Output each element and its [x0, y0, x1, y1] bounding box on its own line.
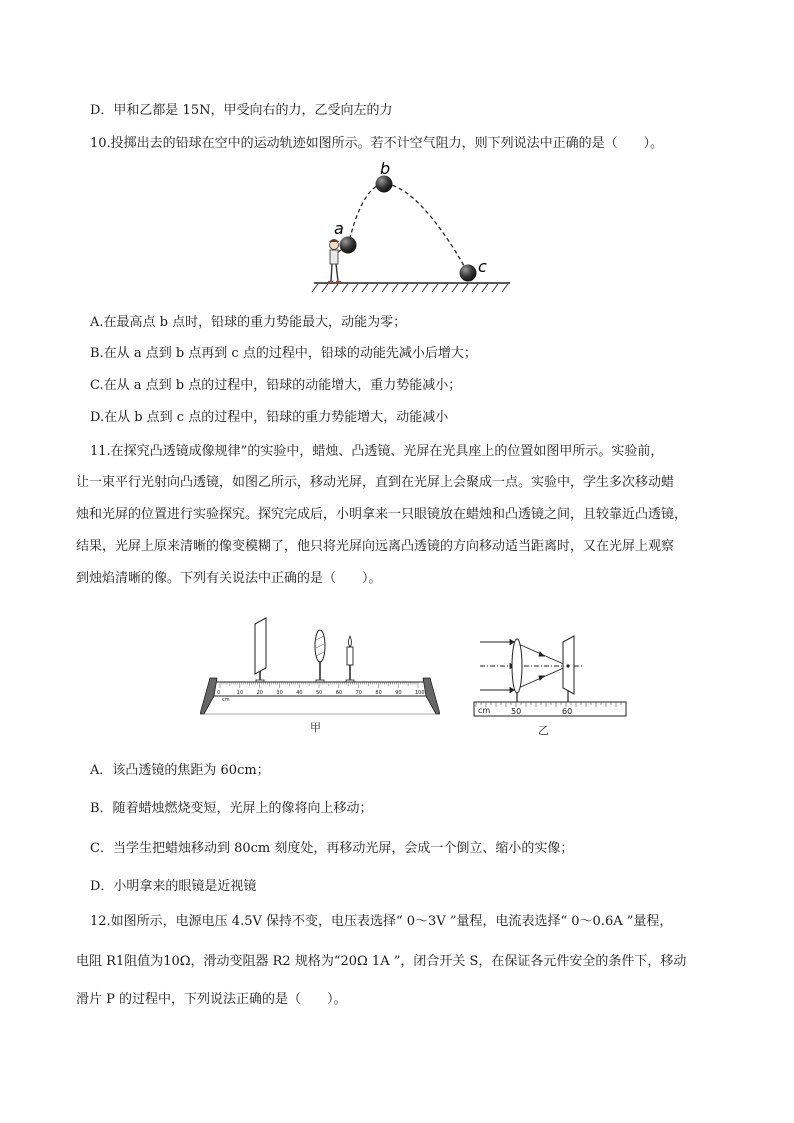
focus-point — [566, 664, 569, 667]
q11-option-a: A．该凸透镜的焦距为 60cm； — [90, 763, 270, 778]
label-b: b — [380, 162, 391, 178]
q10-option-d: D.在从 b 点到 c 点的过程中，铅球的重力势能增大，动能减小 — [90, 410, 449, 425]
q11-option-b: B．随着蜡烛燃烧变短，光屏上的像将向上移动； — [90, 801, 373, 816]
q10-option-a: A.在最高点 b 点时，铅球的重力势能最大，动能为零； — [90, 315, 407, 330]
bench-tick-label: 60 — [335, 690, 343, 696]
ruler-label-50: 50 — [511, 707, 522, 716]
bench-tick-label: 30 — [276, 690, 283, 696]
q12-stem-line-3: 滑片 P 的过程中，下列说法正确的是（ ）。 — [76, 992, 347, 1007]
optical-bench-figure-jia — [200, 616, 440, 736]
caption-jia: 甲 — [310, 721, 321, 734]
q11-option-c: C．当学生把蜡烛移动到 80cm 刻度处，再移动光屏，会成一个倒立、缩小的实像； — [90, 841, 574, 856]
q9-option-d: D．甲和乙都是 15N，甲受向右的力，乙受向左的力 — [90, 103, 393, 118]
caption-yi: 乙 — [538, 724, 549, 737]
ball-a — [340, 237, 357, 254]
ball-b — [376, 176, 393, 193]
q10-stem: 10.投掷出去的铅球在空中的运动轨迹如图所示。若不计空气阻力，则下列说法中正确的是（ ）。 — [90, 136, 664, 151]
bench-tick-label: 50 — [316, 690, 323, 696]
q11-option-d: D．小明拿来的眼镜是近视镜 — [90, 879, 257, 894]
q10-option-b: B.在从 a 点到 b 点再到 c 点的过程中，铅球的动能先减小后增大； — [90, 346, 477, 361]
q12-stem-line-1: 12.如图所示，电源电压 4.5V 保持不变，电压表选择“ 0～3V ”量程，电流表选择“ 0～0.6A ”量程， — [90, 914, 673, 929]
ruler — [474, 702, 626, 716]
bench-tick-label: 40 — [296, 690, 303, 696]
bench-tick-label: 20 — [256, 690, 263, 696]
bench-tick-label: 100 — [415, 690, 425, 696]
trajectory-dashed-path — [348, 184, 468, 273]
q11-stem-line-4: 结果，光屏上原来清晰的像变模糊了，他只将光屏向远离凸透镜的方向移动适当距离时，又在光屏上观察 — [76, 539, 675, 554]
shot-put-trajectory-figure — [310, 162, 520, 296]
bench-tick-label: 10 — [236, 690, 244, 696]
q11-stem-line-5: 到烛焰清晰的像。下列有关说法中正确的是（ ）。 — [76, 571, 382, 586]
bench-tick-label: 0 — [217, 690, 221, 696]
ruler-label-60: 60 — [562, 707, 573, 716]
bench-tick-label: 80 — [375, 690, 382, 696]
candle-flame — [349, 636, 352, 647]
q12-stem-line-2: 电阻 R1阻值为10Ω，滑动变阻器 R2 规格为“20Ω 1A ”，闭合开关 S，在保证各元件安全的条件下，移动 — [76, 954, 687, 969]
light-screen — [255, 618, 266, 674]
label-a: a — [334, 219, 344, 238]
q11-stem-line-3: 烛和光屏的位置进行实验探究。探究完成后，小明拿来一只眼镜放在蜡烛和凸透镜之间，且较靠近凸透镜， — [76, 507, 688, 522]
ruler-unit: cm — [478, 706, 491, 715]
convex-lens-yi — [512, 639, 522, 693]
q10-option-c: C.在从 a 点到 b 点的过程中，铅球的动能增大，重力势能减小； — [90, 378, 462, 393]
bench-tick-label: 90 — [395, 690, 402, 696]
ball-c — [460, 265, 477, 282]
q11-stem-line-1: 11.在探究凸透镜成像规律”的实验中，蜡烛、凸透镜、光屏在光具座上的位置如图甲所示。实验前， — [90, 444, 664, 459]
bench-unit: cm — [222, 697, 230, 703]
bench-tick-label: 70 — [355, 690, 362, 696]
q11-stem-line-2: 让一束平行光射向凸透镜，如图乙所示，移动光屏，直到在光屏上会聚成一点。实验中，学生多次移动蜡 — [76, 475, 675, 490]
candle — [347, 647, 353, 665]
ground-hatching — [312, 284, 508, 292]
focal-length-figure-yi — [470, 630, 630, 738]
label-c: c — [478, 257, 487, 276]
